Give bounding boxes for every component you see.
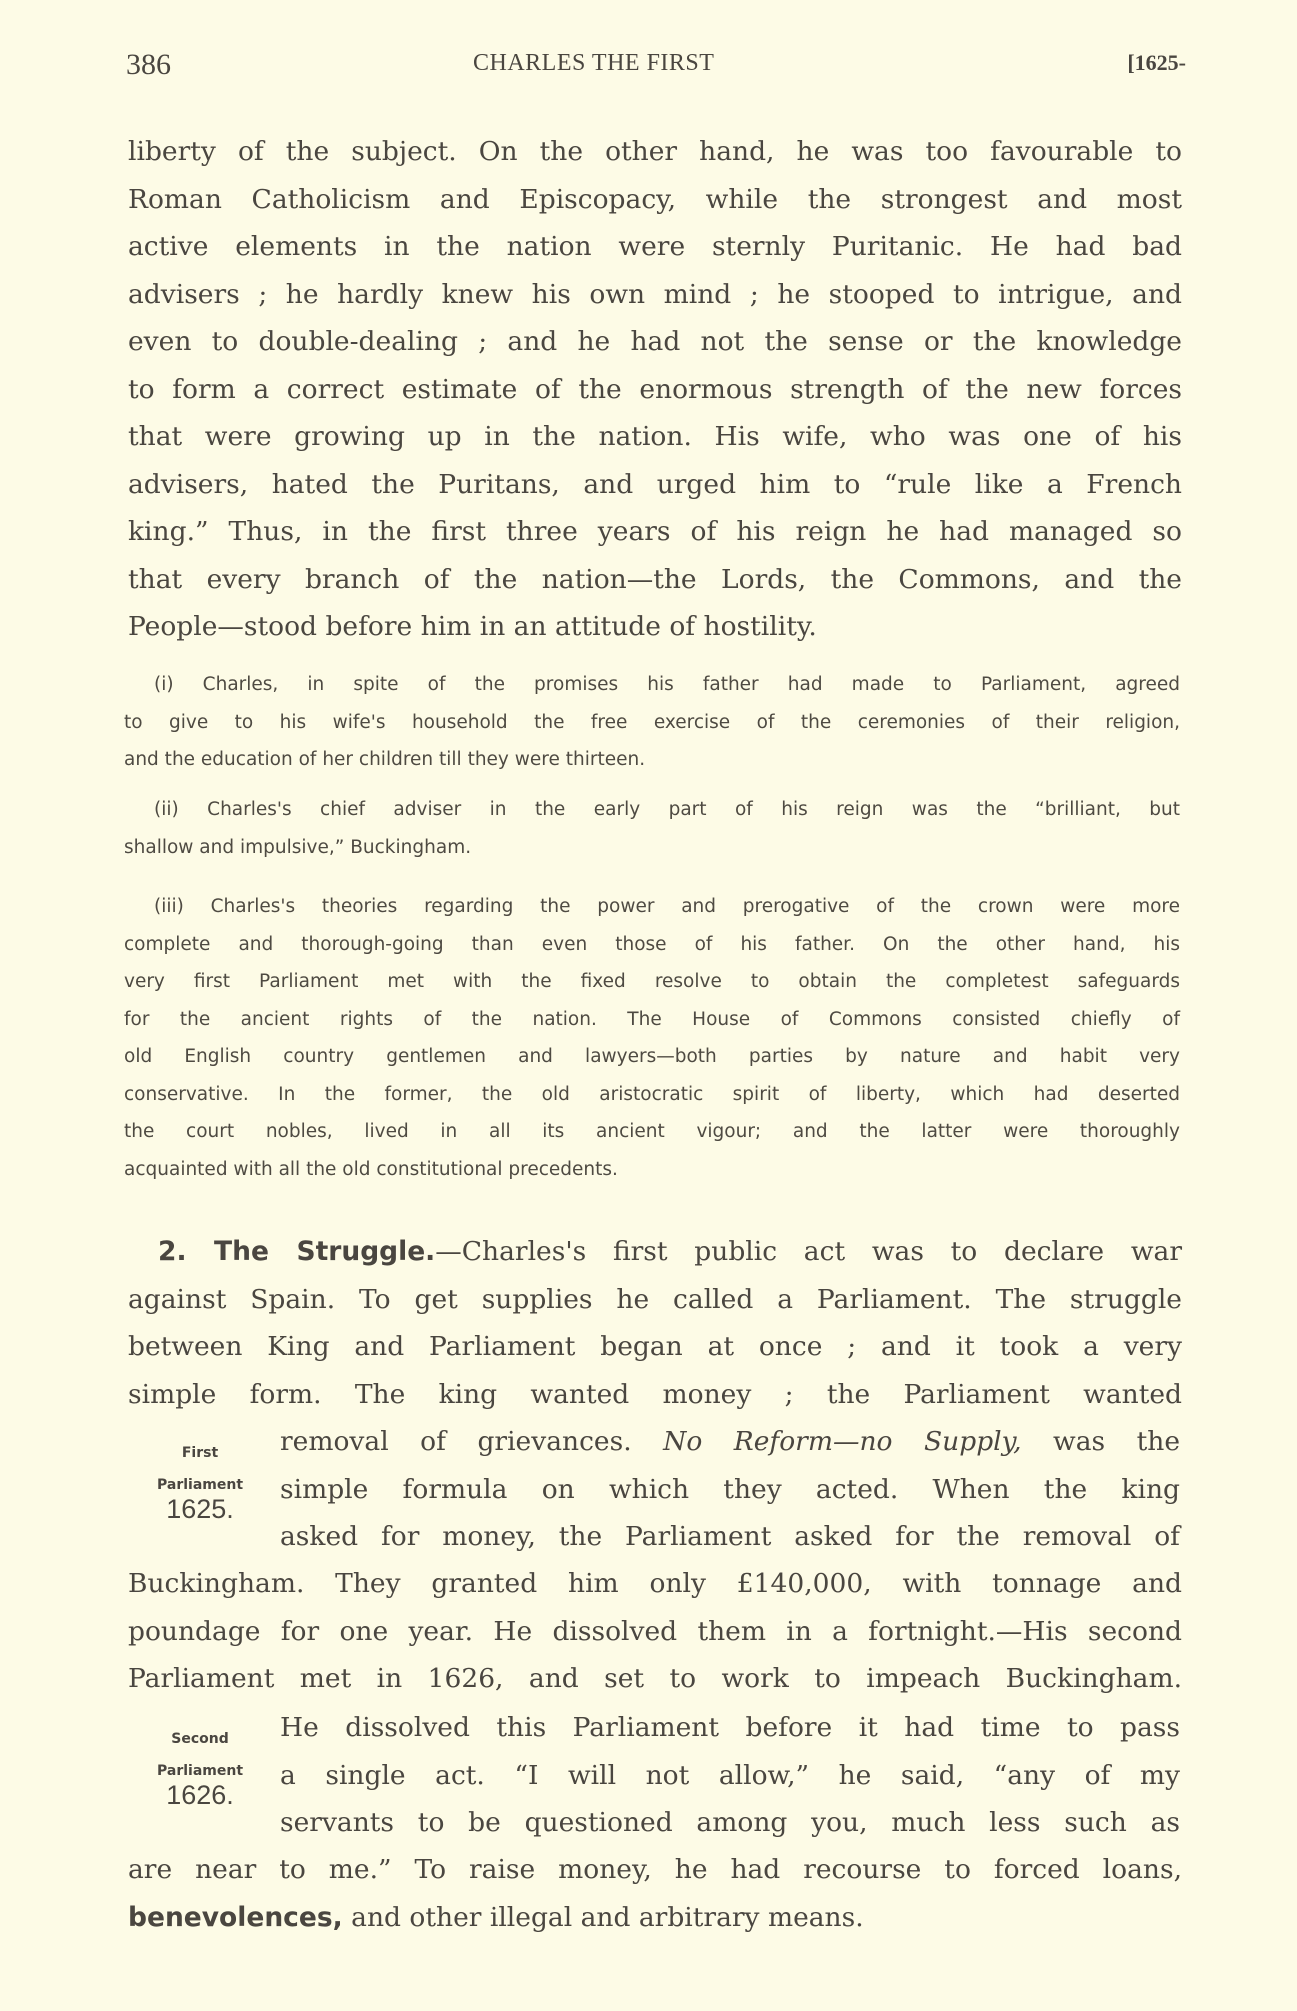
note-line: to give to his wife's household the free exercise of the ceremonies of their religion, [124,711,1180,733]
text-line: servants to be questioned among you, much less such as [280,1807,1180,1838]
sidenote-label: Parliament [156,1763,244,1779]
note-line: the court nobles, lived in all its ancient vigour; and the latter were thoroughly [124,1121,1180,1142]
text-line: simple formula on which they acted. When the king [280,1473,1180,1505]
text-run: —Charles's first public act was to declare war [435,1236,1182,1267]
note-line: (ii) Charles's chief adviser in the early part of his reign was the “brilliant, but [154,799,1180,820]
note-line: very first Parliament met with the fixed resolve to obtain the completest safeguards [124,971,1180,992]
text-line [280,1418,1180,1466]
text-line [128,1228,1182,1276]
running-header [126,48,1186,88]
text-line [128,1894,1182,1942]
section-heading: 2. The Struggle. [158,1236,436,1267]
paragraph-1 [128,128,1182,651]
text-line: asked for money, the Parliament asked for the removal of [280,1521,1180,1552]
sidenote-second-parliament [130,1730,270,1810]
italic-phrase: No Reform—no Supply, [663,1426,1022,1457]
text-line: Parliament met in 1626, and set to work to impeach Buckingham. [128,1663,1182,1694]
text-line: between King and Parliament began at once ; and it took a very [128,1331,1182,1362]
text-line: to form a correct estimate of the enormous strength of the new forces [128,373,1182,405]
text-line: against Spain. To get supplies he called a Parliament. The struggle [128,1283,1182,1315]
note-line: and the education of her children till they were thirteen. [124,749,646,770]
text-run: and other illegal and arbitrary means. [342,1901,864,1933]
text-line: that were growing up in the nation. His wife, who was one of his [128,421,1182,452]
sidenote-label: First [181,1445,219,1461]
sidenote-year: 1625. [166,1494,234,1524]
note-line: (iii) Charles's theories regarding the power and prerogative of the crown were more [154,896,1180,917]
note-line: old English country gentlemen and lawyers—both parties by nature and habit very [124,1046,1180,1067]
year-marker: [1625- [1127,50,1186,75]
note-ii [124,791,1180,866]
text-line: Buckingham. They granted him only £140,000, with tonnage and [128,1568,1182,1599]
section-2-indented-b [280,1704,1180,1847]
sidenote-year: 1626. [166,1780,234,1810]
text-line: that every branch of the nation—the Lords, the Commons, and the [128,563,1182,595]
text-line: People—stood before him in an attitude of hostility. [128,611,817,642]
sidenote-label: Parliament [156,1477,244,1493]
text-line: advisers, hated the Puritans, and urged him to “rule like a French [128,468,1182,500]
text-line: are near to me.” To raise money, he had recourse to forced loans, [128,1854,1182,1885]
note-line: for the ancient rights of the nation. The House of Commons consisted chiefly of [124,1008,1180,1030]
text-line: Roman Catholicism and Episcopacy, while the strongest and most [128,183,1182,215]
page-number: 386 [126,48,171,81]
note-i [124,666,1180,779]
note-line: complete and thorough-going than even those of his father. On the other hand, his [124,933,1180,955]
text-line: He dissolved this Parliament before it had time to pass [280,1712,1180,1743]
text-line: simple form. The king wanted money ; the Parliament wanted [128,1378,1182,1410]
sidenote-label: Second [171,1731,229,1747]
note-iii [124,888,1180,1188]
text-line: liberty of the subject. On the other hand, he was too favourable to [128,136,1182,167]
note-line: (i) Charles, in spite of the promises his father had made to Parliament, agreed [154,674,1180,695]
sidenote-first-parliament [130,1444,270,1524]
section-2-top [128,1228,1182,1418]
section-2-middle [128,1560,1182,1703]
note-line: acquainted with all the old constitutional precedents. [124,1158,618,1180]
section-2-bottom [128,1846,1182,1941]
text-line: king.” Thus, in the first three years of his reign he had managed so [128,516,1182,547]
bold-word: benevolences, [128,1901,343,1933]
text-run: was the [1021,1426,1181,1457]
text-line: a single act. “I will not allow,” he said, “any of my [280,1759,1180,1791]
section-2-indented-a [280,1418,1180,1561]
running-title: CHARLES THE FIRST [473,50,715,76]
note-line: shallow and impulsive,” Buckingham. [124,836,472,858]
text-run: removal of grievances. [280,1426,664,1457]
text-line: active elements in the nation were sternly Puritanic. He had bad [128,231,1182,262]
text-line: poundage for one year. He dissolved them in a fortnight.—His second [128,1615,1182,1647]
text-line: even to double-dealing ; and he had not the sense or the knowledge [128,326,1182,357]
note-line: conservative. In the former, the old aristocratic spirit of liberty, which had deserted [124,1083,1180,1105]
text-line: advisers ; he hardly knew his own mind ; he stooped to intrigue, and [128,278,1182,310]
